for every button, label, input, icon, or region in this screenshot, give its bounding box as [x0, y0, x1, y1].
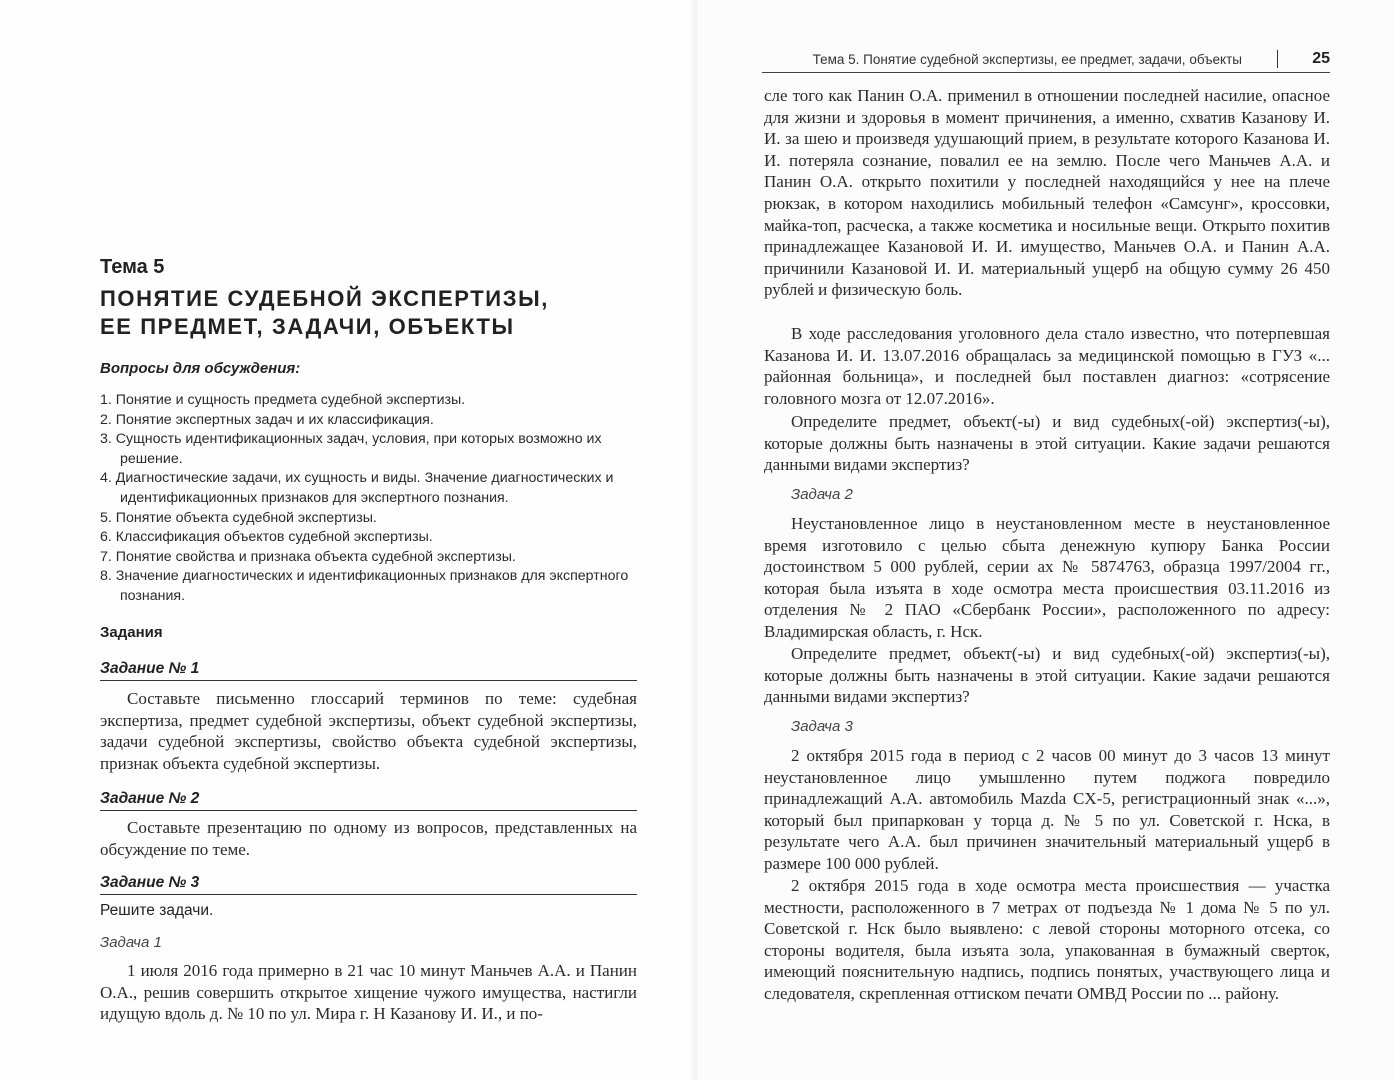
topic-title-line-2: ЕЕ ПРЕДМЕТ, ЗАДАЧИ, ОБЪЕКТЫ [100, 314, 515, 339]
question-item: 3. Сущность идентификационных задач, условия, при которых возможно их решение. [100, 431, 602, 467]
problem-2-label: Задача 2 [791, 486, 853, 503]
topic-label: Тема 5 [100, 256, 165, 278]
question-item: 8. Значение диагностических и идентификационных признаков для экспертного познания. [100, 568, 629, 604]
tasks-heading: Задания [100, 624, 163, 641]
task-2-text: Составьте презентацию по одному из вопросов, представленных на обсуждение по теме. [100, 818, 637, 859]
questions-list [100, 391, 645, 607]
task-1-heading: Задание № 1 [100, 660, 637, 681]
problem-3-paragraph-2: 2 октября 2015 года в ходе осмотра места происшествия — участка местности, расположенного в 7 метрах от подъезда № 1 дома № 5 по ул. Советской г. Нск было выявлено: с левой стороны моторного отсека, со стороны водителя, была изъята зола, упакованная в бумажный сверток, имеющий пояснительную надпись, подпись понятых, участвующего лица и следователя, скрепленная оттиском печати ОМВД России по ... району. [764, 876, 1330, 1003]
problem-3-paragraph-1: 2 октября 2015 года в период с 2 часов 00 минут до 3 часов 13 минут неустановленное лицо умышленно путем поджога повредило принадлежащий А.А. автомобиль Mazda CX-5, регистрационный знак «...», который был припаркован у торца д. № 5 по ул. Советской г. Нска, в результате чего А.А. был причинен значительный материальный ущерб в размере 100 000 рублей. [764, 746, 1330, 873]
task-2-heading: Задание № 2 [100, 790, 637, 811]
question-item: 7. Понятие свойства и признака объекта судебной экспертизы. [100, 548, 516, 565]
problem-1-text-start: 1 июля 2016 года примерно в 21 час 10 минут Маньчев А.А. и Панин О.А., решив совершить открытое хищение чужого имущества, настигли идущую вдоль д. № 10 по ул. Мира г. Н Казанову И. И., и по- [100, 961, 637, 1024]
problem-2-text: Неустановленное лицо в неустановленном месте в неустановленное время изготовило с целью сбыта денежную купюру Банка России достоинством 5 000 рублей, серии ах № 5874763, образца 1997/2004 гг., которая была изъята в ходе осмотра места происшествия 03.11.2016 из отделения № 2 ПАО «Сбербанк России», расположенного по адресу: Владимирская область, г. Нск. [764, 514, 1330, 641]
topic-title [100, 285, 660, 341]
question-item: 6. Классификация объектов судебной экспертизы. [100, 529, 433, 546]
running-head-divider [1277, 50, 1278, 68]
question-item: 4. Диагностические задачи, их сущность и виды. Значение диагностических и идентификационных признаков для экспертного познания. [100, 470, 614, 506]
questions-heading: Вопросы для обсуждения: [100, 360, 301, 377]
task-1-text: Составьте письменно глоссарий терминов по теме: судебная экспертиза, предмет судебной экспертизы, объект судебной экспертизы, задачи судебной экспертизы, свойство объекта судебной экспертизы, признак объекта судебной экспертизы. [100, 689, 637, 773]
problem-2-question: Определите предмет, объект(-ы) и вид судебных(-ой) экспертиз(-ы), которые должны быть назначены в этой ситуации. Какие задачи решаются данными видами экспертиз? [764, 644, 1330, 707]
problem-1-continuation: сле того как Панин О.А. применил в отношении последней насилие, опасное для жизни и здоровья в момент причинения, а именно, схватив Казанову И. И. за шею и произведя удушающий прием, в результате которого Казанова И. И. потеряла сознание, повалил ее на землю. После чего Маньчев А.А. и Панин О.А. открыто похитили у последней находящийся у нее на плече рюкзак, в котором находились мобильный телефон «Самсунг», кроссовки, майка-топ, расческа, а также косметика и носильные вещи. Открыто похитив принадлежащее Казановой И. И. имущество, Маньчев О.А. и Панин А.А. причинили Казановой И. И. материальный ущерб на общую сумму 26 450 рублей и физическую боль. [764, 86, 1330, 300]
task-3-heading: Задание № 3 [100, 874, 637, 895]
running-header [762, 50, 1330, 73]
running-head-title: Тема 5. Понятие судебной экспертизы, ее предмет, задачи, объекты [812, 52, 1242, 67]
task-3-intro: Решите задачи. [100, 902, 214, 919]
topic-title-line-1: ПОНЯТИЕ СУДЕБНОЙ ЭКСПЕРТИЗЫ, [100, 286, 549, 311]
problem-1-question: Определите предмет, объект(-ы) и вид судебных(-ой) экспертиз(-ы), которые должны быть назначены в этой ситуации. Какие задачи решаются данными видами экспертиз? [764, 412, 1330, 475]
question-item: 2. Понятие экспертных задач и их классификация. [100, 411, 434, 428]
problem-3-label: Задача 3 [791, 718, 853, 735]
problem-1-investigation: В ходе расследования уголовного дела стало известно, что потерпевшая Казанова И. И. 13.07.2016 обращалась за медицинской помощью в ГУЗ «... районная больница», и последней был поставлен диагноз: «сотрясение головного мозга от 12.07.2016». [764, 324, 1330, 408]
page-number: 25 [1312, 50, 1330, 67]
question-item: 5. Понятие объекта судебной экспертизы. [100, 509, 377, 526]
question-item: 1. Понятие и сущность предмета судебной экспертизы. [100, 392, 466, 408]
problem-1-label: Задача 1 [100, 934, 162, 951]
